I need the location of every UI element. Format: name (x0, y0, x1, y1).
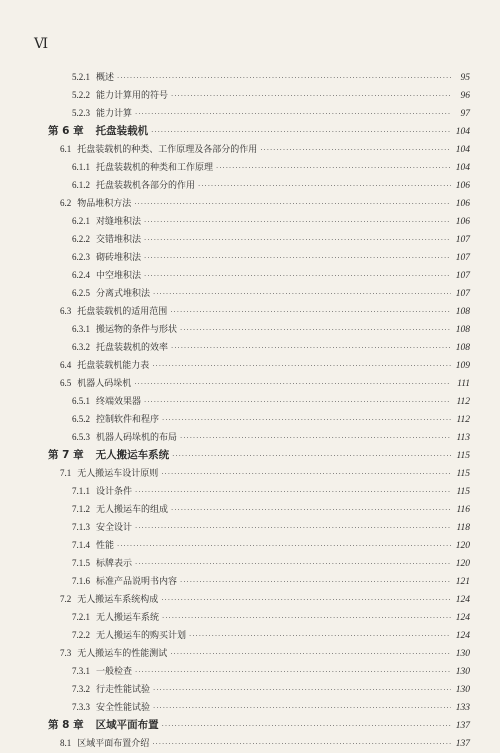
toc-chapter-row (48, 446, 470, 464)
toc-subsection-row (72, 698, 470, 716)
dot-leader (152, 357, 451, 375)
toc-entry-page: 133 (455, 703, 470, 713)
toc-entry-title: 中空堆积法 (96, 271, 142, 281)
toc-entry-title: 搬运物的条件与形状 (96, 325, 178, 335)
toc-chapter-row (48, 716, 470, 734)
toc-entry-page: 115 (456, 451, 470, 461)
toc-entry-title: 标牌表示 (96, 559, 133, 569)
toc-entry-title: 安全性能试验 (96, 703, 151, 713)
toc-entry-number: 6.3 (60, 306, 72, 316)
toc-entry-number: 7.2.2 (72, 630, 90, 640)
dot-leader (170, 645, 451, 663)
toc-entry-number: 7.2.1 (72, 612, 90, 622)
toc-subsection-row (72, 104, 470, 122)
toc-subsection-row (72, 230, 470, 248)
toc-entry-number: 6.5 (60, 378, 72, 388)
toc-entry-page: 130 (455, 667, 470, 677)
toc-entry-title: 托盘装载机的种类和工作原理 (96, 163, 214, 173)
toc-section-row (60, 734, 470, 752)
toc-subsection-row (72, 248, 470, 266)
toc-entry-page: 124 (455, 595, 470, 605)
toc-entry-page: 112 (456, 415, 470, 425)
toc-entry-title: 砌砖堆积法 (96, 253, 142, 263)
toc-entry-number: 6.1.1 (72, 162, 90, 172)
toc-entry-page: 106 (455, 199, 470, 209)
toc-entry-page: 124 (455, 631, 470, 641)
dot-leader (134, 195, 451, 213)
dot-leader (144, 249, 451, 267)
toc-entry-page: 137 (455, 739, 470, 749)
toc-subsection-row (72, 626, 470, 644)
dot-leader (153, 699, 451, 717)
toc-entry-number: 7.1.2 (72, 504, 90, 514)
toc-subsection-row (72, 482, 470, 500)
toc-entry-page: 104 (455, 145, 470, 155)
toc-entry-title: 无人搬运车的组成 (96, 505, 169, 515)
dot-leader (260, 141, 451, 159)
toc-entry-title: 能力计算用的符号 (96, 91, 169, 101)
toc-entry-number: 7.1.5 (72, 558, 90, 568)
toc-subsection-row (72, 554, 470, 572)
toc-entry-page: 121 (455, 577, 470, 587)
toc-entry-number: 6.2.1 (72, 216, 90, 226)
dot-leader (172, 447, 451, 465)
toc-entry-title: 无人搬运车的性能测试 (77, 649, 168, 659)
toc-entry-page: 113 (456, 433, 470, 443)
toc-subsection-row (72, 176, 470, 194)
toc-entry-number: 6.2 (60, 198, 72, 208)
toc-entry-page: 108 (455, 343, 470, 353)
dot-leader (170, 303, 451, 321)
toc-entry-page: 95 (460, 73, 470, 83)
dot-leader (135, 483, 451, 501)
dot-leader (135, 555, 451, 573)
dot-leader (144, 213, 451, 231)
toc-entry-number: 7.3 (60, 648, 72, 658)
toc-entry-number: 7.3.3 (72, 702, 90, 712)
toc-section-row (60, 356, 470, 374)
toc-entry-page: 108 (455, 307, 470, 317)
toc-entry-number: 6.2.5 (72, 288, 90, 298)
dot-leader (171, 501, 451, 519)
toc-entry-title: 能力计算 (96, 109, 133, 119)
toc-entry-title: 对缝堆积法 (96, 217, 142, 227)
toc-entry-title: 机器人码垛机的布局 (96, 433, 178, 443)
toc-entry-number: 6.5.2 (72, 414, 90, 424)
toc-subsection-row (72, 212, 470, 230)
toc-chapter-row (48, 122, 470, 140)
toc-entry-page: 137 (455, 721, 470, 731)
toc-section-row (60, 302, 470, 320)
toc-subsection-row (72, 518, 470, 536)
toc-entry-number: 6.2.4 (72, 270, 90, 280)
toc-entry-page: 115 (456, 487, 470, 497)
toc-entry-page: 130 (455, 649, 470, 659)
toc-entry-page: 120 (455, 541, 470, 551)
dot-leader (162, 717, 451, 735)
toc-entry-title: 标准产品说明书内容 (96, 577, 178, 587)
dot-leader (161, 591, 451, 609)
toc-entry-title: 无人搬运车设计原则 (77, 469, 159, 479)
toc-entry-page: 130 (455, 685, 470, 695)
toc-entry-page: 97 (460, 109, 470, 119)
toc-subsection-row (72, 662, 470, 680)
dot-leader (153, 681, 451, 699)
dot-leader (162, 411, 451, 429)
toc-entry-number: 6.5.3 (72, 432, 90, 442)
toc-entry-page: 107 (455, 235, 470, 245)
toc-entry-number: 第 8 章 (48, 719, 84, 731)
toc-subsection-row (72, 410, 470, 428)
toc-entry-number: 7.3.2 (72, 684, 90, 694)
toc-entry-number: 5.2.2 (72, 90, 90, 100)
toc-entry-number: 8.1 (60, 738, 72, 748)
dot-leader (117, 537, 451, 555)
toc-entry-title: 设计条件 (96, 487, 133, 497)
toc-entry-title: 交错堆积法 (96, 235, 142, 245)
toc-entry-page: 107 (455, 289, 470, 299)
toc-entry-number: 6.4 (60, 360, 72, 370)
toc-entry-title: 分离式堆积法 (96, 289, 151, 299)
dot-leader (135, 105, 451, 123)
dot-leader (117, 69, 451, 87)
toc-entry-title: 托盘装载机的种类、工作原理及各部分的作用 (77, 145, 258, 155)
toc-subsection-row (72, 680, 470, 698)
toc-entry-number: 7.1 (60, 468, 72, 478)
toc-entry-number: 第 7 章 (48, 449, 84, 461)
toc-section-row (60, 590, 470, 608)
toc-entry-title: 无人搬运车系统 (96, 613, 160, 623)
toc-entry-page: 109 (455, 361, 470, 371)
toc-entry-title: 托盘装载机 (95, 125, 149, 137)
toc-entry-number: 6.3.1 (72, 324, 90, 334)
toc-subsection-row (72, 338, 470, 356)
dot-leader (144, 393, 451, 411)
toc-entry-title: 无人搬运车的购买计划 (96, 631, 187, 641)
toc-section-row (60, 140, 470, 158)
toc-subsection-row (72, 86, 470, 104)
toc-entry-number: 第 6 章 (48, 125, 84, 137)
toc-subsection-row (72, 608, 470, 626)
toc-section-row (60, 374, 470, 392)
dot-leader (153, 285, 451, 303)
toc-entry-title: 终端效果器 (96, 397, 142, 407)
dot-leader (152, 735, 451, 753)
toc-subsection-row (72, 428, 470, 446)
toc-entry-title: 机器人码垛机 (77, 379, 132, 389)
toc-entry-page: 104 (455, 127, 470, 137)
toc-entry-page: 118 (456, 523, 470, 533)
toc-entry-number: 6.1.2 (72, 180, 90, 190)
dot-leader (161, 465, 451, 483)
dot-leader (198, 177, 451, 195)
toc-entry-title: 托盘装载机的效率 (96, 343, 169, 353)
toc-entry-title: 托盘装载机能力表 (77, 361, 150, 371)
toc-entry-number: 7.1.1 (72, 486, 90, 496)
toc-entry-page: 107 (455, 271, 470, 281)
toc-subsection-row (72, 68, 470, 86)
toc-entry-page: 107 (455, 253, 470, 263)
toc-entry-title: 区域平面布置介绍 (77, 739, 150, 749)
dot-leader (180, 573, 451, 591)
toc-entry-title: 概述 (96, 73, 115, 83)
toc-entry-title: 区域平面布置 (95, 719, 159, 731)
toc-subsection-row (72, 320, 470, 338)
toc-entry-title: 无人搬运车系统构成 (77, 595, 159, 605)
dot-leader (135, 663, 451, 681)
toc-entry-page: 106 (455, 181, 470, 191)
dot-leader (151, 123, 451, 141)
dot-leader (144, 231, 451, 249)
toc-subsection-row (72, 392, 470, 410)
toc-subsection-row (72, 572, 470, 590)
toc-entry-number: 6.1 (60, 144, 72, 154)
toc-entry-number: 7.1.6 (72, 576, 90, 586)
toc-subsection-row (72, 266, 470, 284)
toc-entry-number: 5.2.3 (72, 108, 90, 118)
toc-subsection-row (72, 500, 470, 518)
toc-entry-number: 6.3.2 (72, 342, 90, 352)
toc-section-row (60, 464, 470, 482)
dot-leader (135, 519, 451, 537)
toc-entry-page: 106 (455, 217, 470, 227)
dot-leader (180, 321, 451, 339)
dot-leader (216, 159, 451, 177)
dot-leader (180, 429, 451, 447)
dot-leader (144, 267, 451, 285)
toc-subsection-row (72, 536, 470, 554)
toc-entry-number: 7.1.4 (72, 540, 90, 550)
toc-entry-number: 6.2.3 (72, 252, 90, 262)
toc-entry-page: 104 (455, 163, 470, 173)
toc-entry-number: 6.5.1 (72, 396, 90, 406)
toc-entry-title: 行走性能试验 (96, 685, 151, 695)
dot-leader (171, 339, 451, 357)
toc-entry-page: 124 (455, 613, 470, 623)
toc-entry-title: 物品堆积方法 (77, 199, 132, 209)
dot-leader (162, 609, 451, 627)
toc-entry-page: 116 (456, 505, 470, 515)
toc-entry-page: 108 (455, 325, 470, 335)
toc-section-row (60, 194, 470, 212)
toc-entry-number: 7.3.1 (72, 666, 90, 676)
toc-entry-number: 7.1.3 (72, 522, 90, 532)
toc-entry-page: 96 (460, 91, 470, 101)
toc-entry-title: 一般检查 (96, 667, 133, 677)
toc-subsection-row (72, 284, 470, 302)
dot-leader (189, 627, 451, 645)
toc-entry-page: 111 (457, 379, 470, 389)
toc-entry-title: 托盘装载机各部分的作用 (96, 181, 196, 191)
toc-entry-number: 5.2.1 (72, 72, 90, 82)
toc-subsection-row (72, 158, 470, 176)
toc-entry-title: 控制软件和程序 (96, 415, 160, 425)
toc-entry-title: 无人搬运车系统 (95, 449, 170, 461)
toc-entry-title: 托盘装载机的适用范围 (77, 307, 168, 317)
dot-leader (134, 375, 451, 393)
toc-entry-number: 6.2.2 (72, 234, 90, 244)
page-number: Ⅵ (34, 37, 49, 52)
toc-entry-page: 112 (456, 397, 470, 407)
toc-section-row (60, 644, 470, 662)
toc-entry-number: 7.2 (60, 594, 72, 604)
toc-entry-title: 安全设计 (96, 523, 133, 533)
dot-leader (171, 87, 451, 105)
toc-entry-page: 115 (456, 469, 470, 479)
toc-entry-page: 120 (455, 559, 470, 569)
toc-entry-title: 性能 (96, 541, 115, 551)
